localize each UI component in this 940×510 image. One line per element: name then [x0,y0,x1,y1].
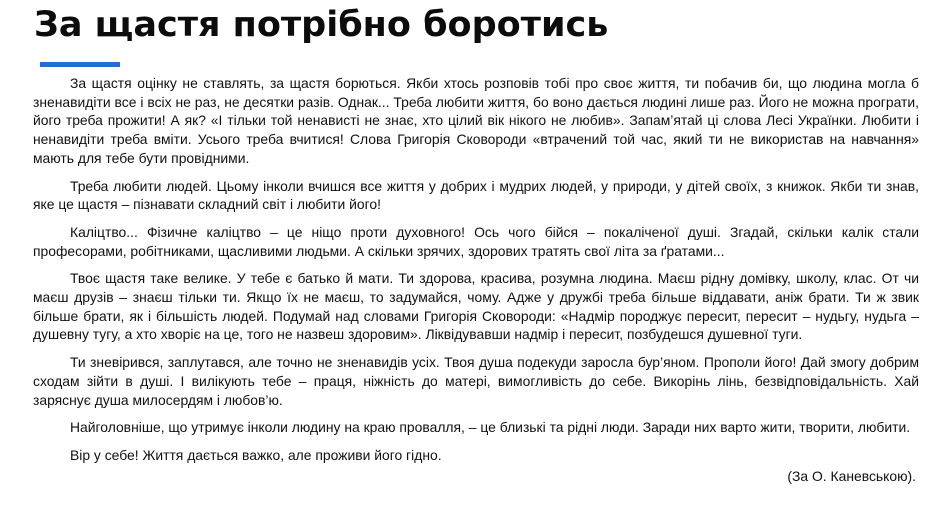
paragraph-6: Найголовніше, що утримує інколи людину на краю провалля, – це близькі та рідні люди. Заради них варто жити, творити, любити. [70,419,911,436]
paragraph-5: Ти зневірився, заплутався, але точно не зненавидів усіх. Твоя душа подекуди заросла бур’яном. Прополи його! Дай змогу добрим сходам зійти в душі. І вилікують тебе – праця, ніжність до матері, вимогливість до себе. Викорінь лінь, безвідповідальність. Хай заряснує душа милосердям і любов’ю. [33,354,919,408]
paragraph-1: За щастя оцінку не ставлять, за щастя борються. Якби хтось розповів тобі про своє життя, ти побачив би, що людина могла б зненавидіти все і всіх не раз, не десятки разів. Однак... Треба любити життя, бо воно дається людині лише раз. Його не можна програти, його треба прожити! А як? «І тільки той ненависті не знає, хто цілий вік нікого не любив». Запам’ятай ці слова Лесі Українки. Любити і ненавидіти треба вміти. Усього треба вчитися! Слова Григорія Сковороди «втрачений той час, який ти не використав на навчання» мають для тебе бути провідними. [33,75,919,166]
paragraph-4: Твоє щастя таке велике. У тебе є батько й мати. Ти здорова, красива, розумна людина. Маєш рідну домівку, школу, клас. От чи маєш друзів – знаєш тільки ти. Якщо їх не маєш, то задумайся, чому. Адже у дружбі треба більше віддавати, аніж брати. Ти ж звик більше брати, як і більшість людей. Подумай над словами Григорія Сковороди: «Надмір породжує пересит, пересит – нудьгу, нудьга – душевну тугу, а хто хворіє на це, того не назвеш здоровим». Ліквідувавши надмір і пересит, позбудешся душевної туги. [33,270,919,343]
author-attribution: (За О. Каневською). [787,468,916,484]
title-underline [40,62,120,67]
paragraph-2: Треба любити людей. Цьому інколи вчишся все життя у добрих і мудрих людей, у природи, у дітей своїх, з книжок. Якби ти знав, яке це щастя – пізнавати складний світ і любити його! [33,177,919,213]
article-body [33,74,919,474]
paragraph-3: Каліцтво... Фізичне каліцтво – це ніщо проти духовного! Ось чого бійся – покаліченої душі. Згадай, скільки калік стали професорами, робітниками, щасливими людьми. А скільки зрячих, здорових тратять свої літа за ґратами... [33,223,919,259]
page-title: За щастя потрібно боротись [34,5,609,45]
paragraph-7: Вір у себе! Життя дається важко, але проживи його гідно. [70,446,442,463]
